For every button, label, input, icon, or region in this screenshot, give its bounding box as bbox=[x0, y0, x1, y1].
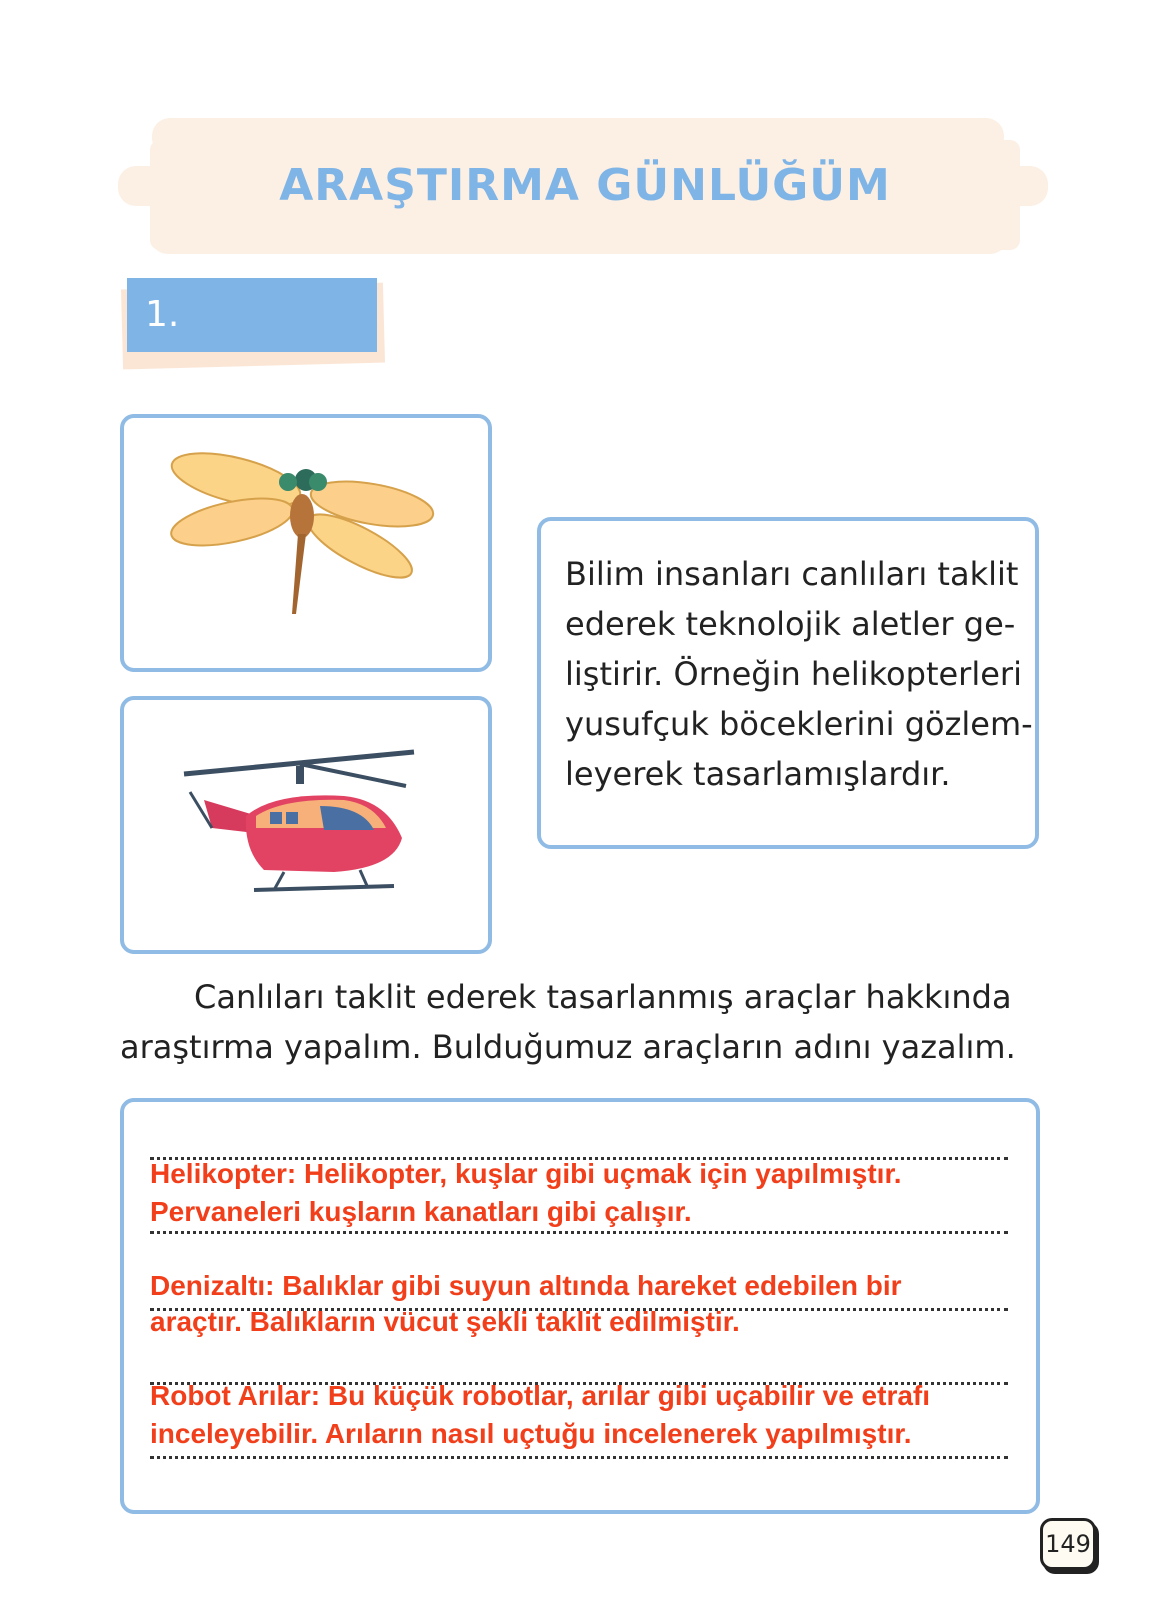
info-line: Bilim insanları canlıları taklit bbox=[565, 555, 1019, 593]
answer-line[interactable]: araçtır. Balıkların vücut şekli taklit edilmiştir. bbox=[150, 1306, 740, 1337]
page-number: 149 bbox=[1040, 1518, 1096, 1570]
dragonfly-illustration bbox=[124, 418, 488, 668]
dragonfly-image-frame bbox=[120, 414, 492, 672]
answer-line[interactable]: Denizaltı: Balıklar gibi suyun altında hareket edebilen bir bbox=[150, 1270, 902, 1301]
helicopter-image-frame bbox=[120, 696, 492, 954]
info-box bbox=[537, 517, 1039, 849]
answer-line[interactable]: inceleyebilir. Arıların nasıl uçtuğu incelenerek yapılmıştır. bbox=[150, 1418, 912, 1449]
info-line: ederek teknolojik aletler ge- bbox=[565, 605, 1016, 643]
answer-line[interactable]: Robot Arılar: Bu küçük robotlar, arılar gibi uçabilir ve etrafı bbox=[150, 1380, 931, 1411]
answer-dotted-line bbox=[150, 1231, 1008, 1234]
info-line: leyerek tasarlamışlardır. bbox=[565, 755, 951, 793]
instruction-line: araştırma yapalım. Bulduğumuz araçların adını yazalım. bbox=[120, 1028, 1016, 1066]
page-title: ARAŞTIRMA GÜNLÜĞÜM bbox=[279, 160, 891, 211]
instruction-line: Canlıları taklit ederek tasarlanmış araçlar hakkında bbox=[194, 978, 1012, 1016]
info-line: yusufçuk böceklerini gözlem- bbox=[565, 705, 1033, 743]
answer-line[interactable]: Pervaneleri kuşların kanatları gibi çalışır. bbox=[150, 1196, 692, 1227]
section-label: 1. Araştırmam bbox=[127, 278, 377, 352]
answer-dotted-line bbox=[150, 1456, 1008, 1459]
info-line: liştirir. Örneğin helikopterleri bbox=[565, 655, 1022, 693]
answer-line[interactable]: Helikopter: Helikopter, kuşlar gibi uçmak için yapılmıştır. bbox=[150, 1158, 902, 1189]
helicopter-illustration bbox=[124, 700, 488, 950]
